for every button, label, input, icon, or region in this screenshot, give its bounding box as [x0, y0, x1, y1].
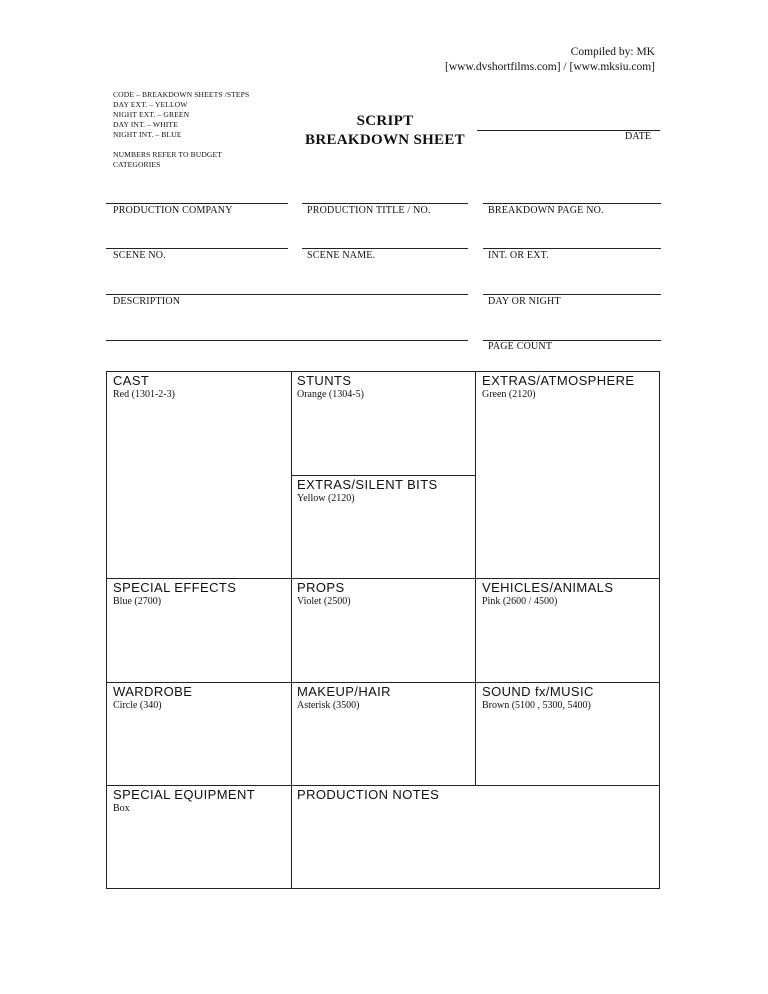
legend-line: DAY EXT. – YELLOW — [113, 100, 188, 109]
page-count-label: PAGE COUNT — [488, 341, 553, 352]
legend-spacer — [113, 140, 249, 150]
int-ext-line[interactable] — [483, 248, 661, 249]
grid-divider — [107, 785, 659, 786]
production-company-line[interactable] — [106, 203, 288, 204]
credit-block — [445, 45, 655, 75]
int-ext-label: INT. OR EXT. — [488, 250, 549, 261]
legend-note: CATEGORIES — [113, 160, 161, 169]
makeup-hair-title: MAKEUP/HAIR — [297, 684, 391, 699]
grid-divider — [107, 578, 659, 579]
page-title — [300, 112, 470, 150]
props-code: Violet (2500) — [297, 596, 351, 607]
breakdown-grid — [106, 371, 660, 889]
color-code-legend — [113, 90, 249, 170]
wardrobe-code: Circle (340) — [113, 700, 162, 711]
makeup-hair-code: Asterisk (3500) — [297, 700, 360, 711]
sound-music-title: SOUND fx/MUSIC — [482, 684, 594, 699]
special-effects-code: Blue (2700) — [113, 596, 162, 607]
scene-no-label: SCENE NO. — [113, 250, 166, 261]
stunts-code: Orange (1304-5) — [297, 389, 364, 400]
legend-note: NUMBERS REFER TO BUDGET — [113, 150, 222, 159]
legend-line: CODE – BREAKDOWN SHEETS /STEPS — [113, 90, 250, 99]
title-line-1: SCRIPT — [356, 113, 414, 129]
description-line[interactable] — [106, 294, 468, 295]
date-label: DATE — [625, 131, 652, 142]
grid-divider — [291, 372, 292, 888]
legend-line: NIGHT EXT. – GREEN — [113, 110, 190, 119]
extras-silent-title: EXTRAS/SILENT BITS — [297, 477, 438, 492]
props-title: PROPS — [297, 580, 345, 595]
production-title-line[interactable] — [302, 203, 468, 204]
grid-divider — [107, 682, 659, 683]
vehicles-animals-title: VEHICLES/ANIMALS — [482, 580, 614, 595]
websites: [www.dvshortfilms.com] / [www.mksiu.com] — [445, 61, 655, 73]
extras-atmosphere-title: EXTRAS/ATMOSPHERE — [482, 373, 635, 388]
extras-silent-code: Yellow (2120) — [297, 493, 355, 504]
legend-line: NIGHT INT. – BLUE — [113, 130, 182, 139]
sound-music-code: Brown (5100 , 5300, 5400) — [482, 700, 591, 711]
scene-name-label: SCENE NAME. — [307, 250, 376, 261]
production-title-label: PRODUCTION TITLE / NO. — [307, 205, 431, 216]
extras-atmosphere-code: Green (2120) — [482, 389, 536, 400]
scene-no-line[interactable] — [106, 248, 288, 249]
breakdown-page-line[interactable] — [483, 203, 661, 204]
day-night-line[interactable] — [483, 294, 661, 295]
breakdown-page-label: BREAKDOWN PAGE NO. — [488, 205, 604, 216]
production-company-label: PRODUCTION COMPANY — [113, 205, 233, 216]
special-effects-title: SPECIAL EFFECTS — [113, 580, 237, 595]
vehicles-animals-code: Pink (2600 / 4500) — [482, 596, 558, 607]
scene-name-line[interactable] — [302, 248, 468, 249]
compiled-by: Compiled by: MK — [570, 46, 655, 58]
legend-line: DAY INT. – WHITE — [113, 120, 178, 129]
stunts-title: STUNTS — [297, 373, 352, 388]
day-night-label: DAY OR NIGHT — [488, 296, 561, 307]
production-notes-title: PRODUCTION NOTES — [297, 787, 440, 802]
special-equipment-title: SPECIAL EQUIPMENT — [113, 787, 256, 802]
cast-code: Red (1301-2-3) — [113, 389, 175, 400]
cast-title: CAST — [113, 373, 150, 388]
grid-divider — [291, 475, 475, 476]
title-line-2: BREAKDOWN SHEET — [305, 132, 465, 148]
description-line-2[interactable] — [106, 340, 468, 341]
wardrobe-title: WARDROBE — [113, 684, 193, 699]
description-label: DESCRIPTION — [113, 296, 181, 307]
special-equipment-code: Box — [113, 803, 130, 814]
